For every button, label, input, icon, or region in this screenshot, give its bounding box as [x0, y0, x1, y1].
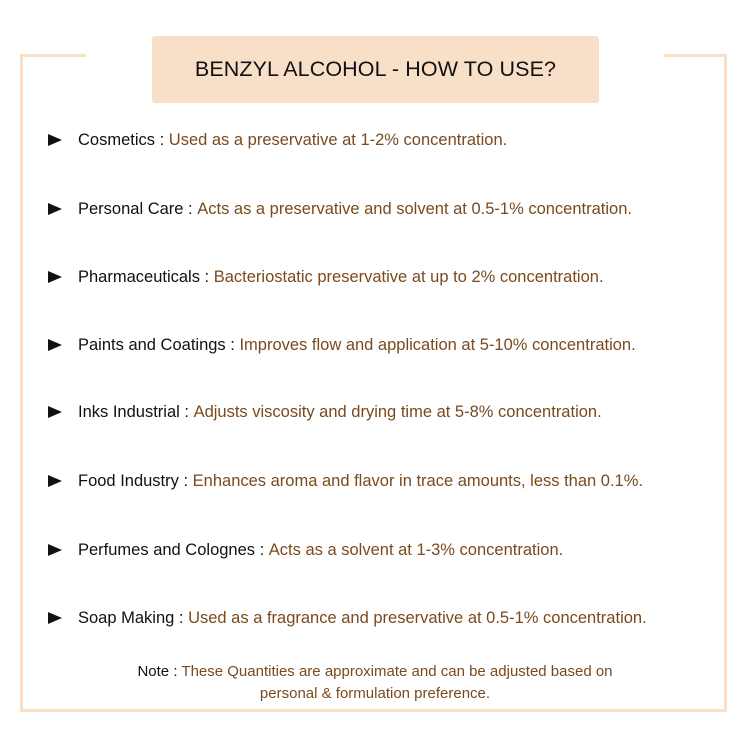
item-description: Improves flow and application at 5-10% concentration.: [239, 335, 636, 354]
note-text-line-2: personal & formulation preference.: [259, 685, 491, 702]
list-item-pharmaceuticals: [48, 265, 604, 289]
item-description: Acts as a solvent at 1-3% concentration.: [268, 540, 564, 559]
arrowhead-right-icon: [48, 271, 62, 283]
footnote-line-2: [60, 683, 690, 705]
footnote: [60, 661, 690, 705]
item-description: Used as a preservative at 1-2% concentration.: [168, 130, 508, 149]
item-label: Food Industry :: [78, 471, 189, 490]
item-description: Enhances aroma and flavor in trace amounts, less than 0.1%.: [192, 471, 643, 490]
title-banner: [152, 36, 599, 103]
item-description: Acts as a preservative and solvent at 0.5-1% concentration.: [197, 199, 632, 218]
list-item-paints-coatings: [48, 333, 636, 357]
list-item-cosmetics: [48, 128, 507, 152]
list-item-inks-industrial: [48, 400, 602, 424]
note-label: Note :: [137, 663, 178, 680]
item-label: Inks Industrial :: [78, 402, 189, 421]
item-label: Soap Making :: [78, 608, 184, 627]
arrowhead-right-icon: [48, 203, 62, 215]
footnote-line-1: [60, 661, 690, 683]
item-label: Cosmetics :: [78, 130, 165, 149]
item-label: Personal Care :: [78, 199, 193, 218]
list-item-soap-making: [48, 606, 647, 630]
arrowhead-right-icon: [48, 339, 62, 351]
item-description: Used as a fragrance and preservative at 0.5-1% concentration.: [188, 608, 647, 627]
list-item-personal-care: [48, 197, 632, 221]
arrowhead-right-icon: [48, 544, 62, 556]
item-label: Perfumes and Colognes :: [78, 540, 265, 559]
item-description: Bacteriostatic preservative at up to 2% concentration.: [213, 267, 604, 286]
page-title: BENZYL ALCOHOL - HOW TO USE?: [194, 57, 557, 81]
arrowhead-right-icon: [48, 475, 62, 487]
arrowhead-right-icon: [48, 612, 62, 624]
arrowhead-right-icon: [48, 406, 62, 418]
arrowhead-right-icon: [48, 134, 62, 146]
item-description: Adjusts viscosity and drying time at 5-8% concentration.: [193, 402, 602, 421]
note-text-line-1: These Quantities are approximate and can be adjusted based on: [181, 663, 613, 680]
list-item-food-industry: [48, 469, 643, 493]
item-label: Pharmaceuticals :: [78, 267, 210, 286]
item-label: Paints and Coatings :: [78, 335, 235, 354]
list-item-perfumes-colognes: [48, 538, 563, 562]
